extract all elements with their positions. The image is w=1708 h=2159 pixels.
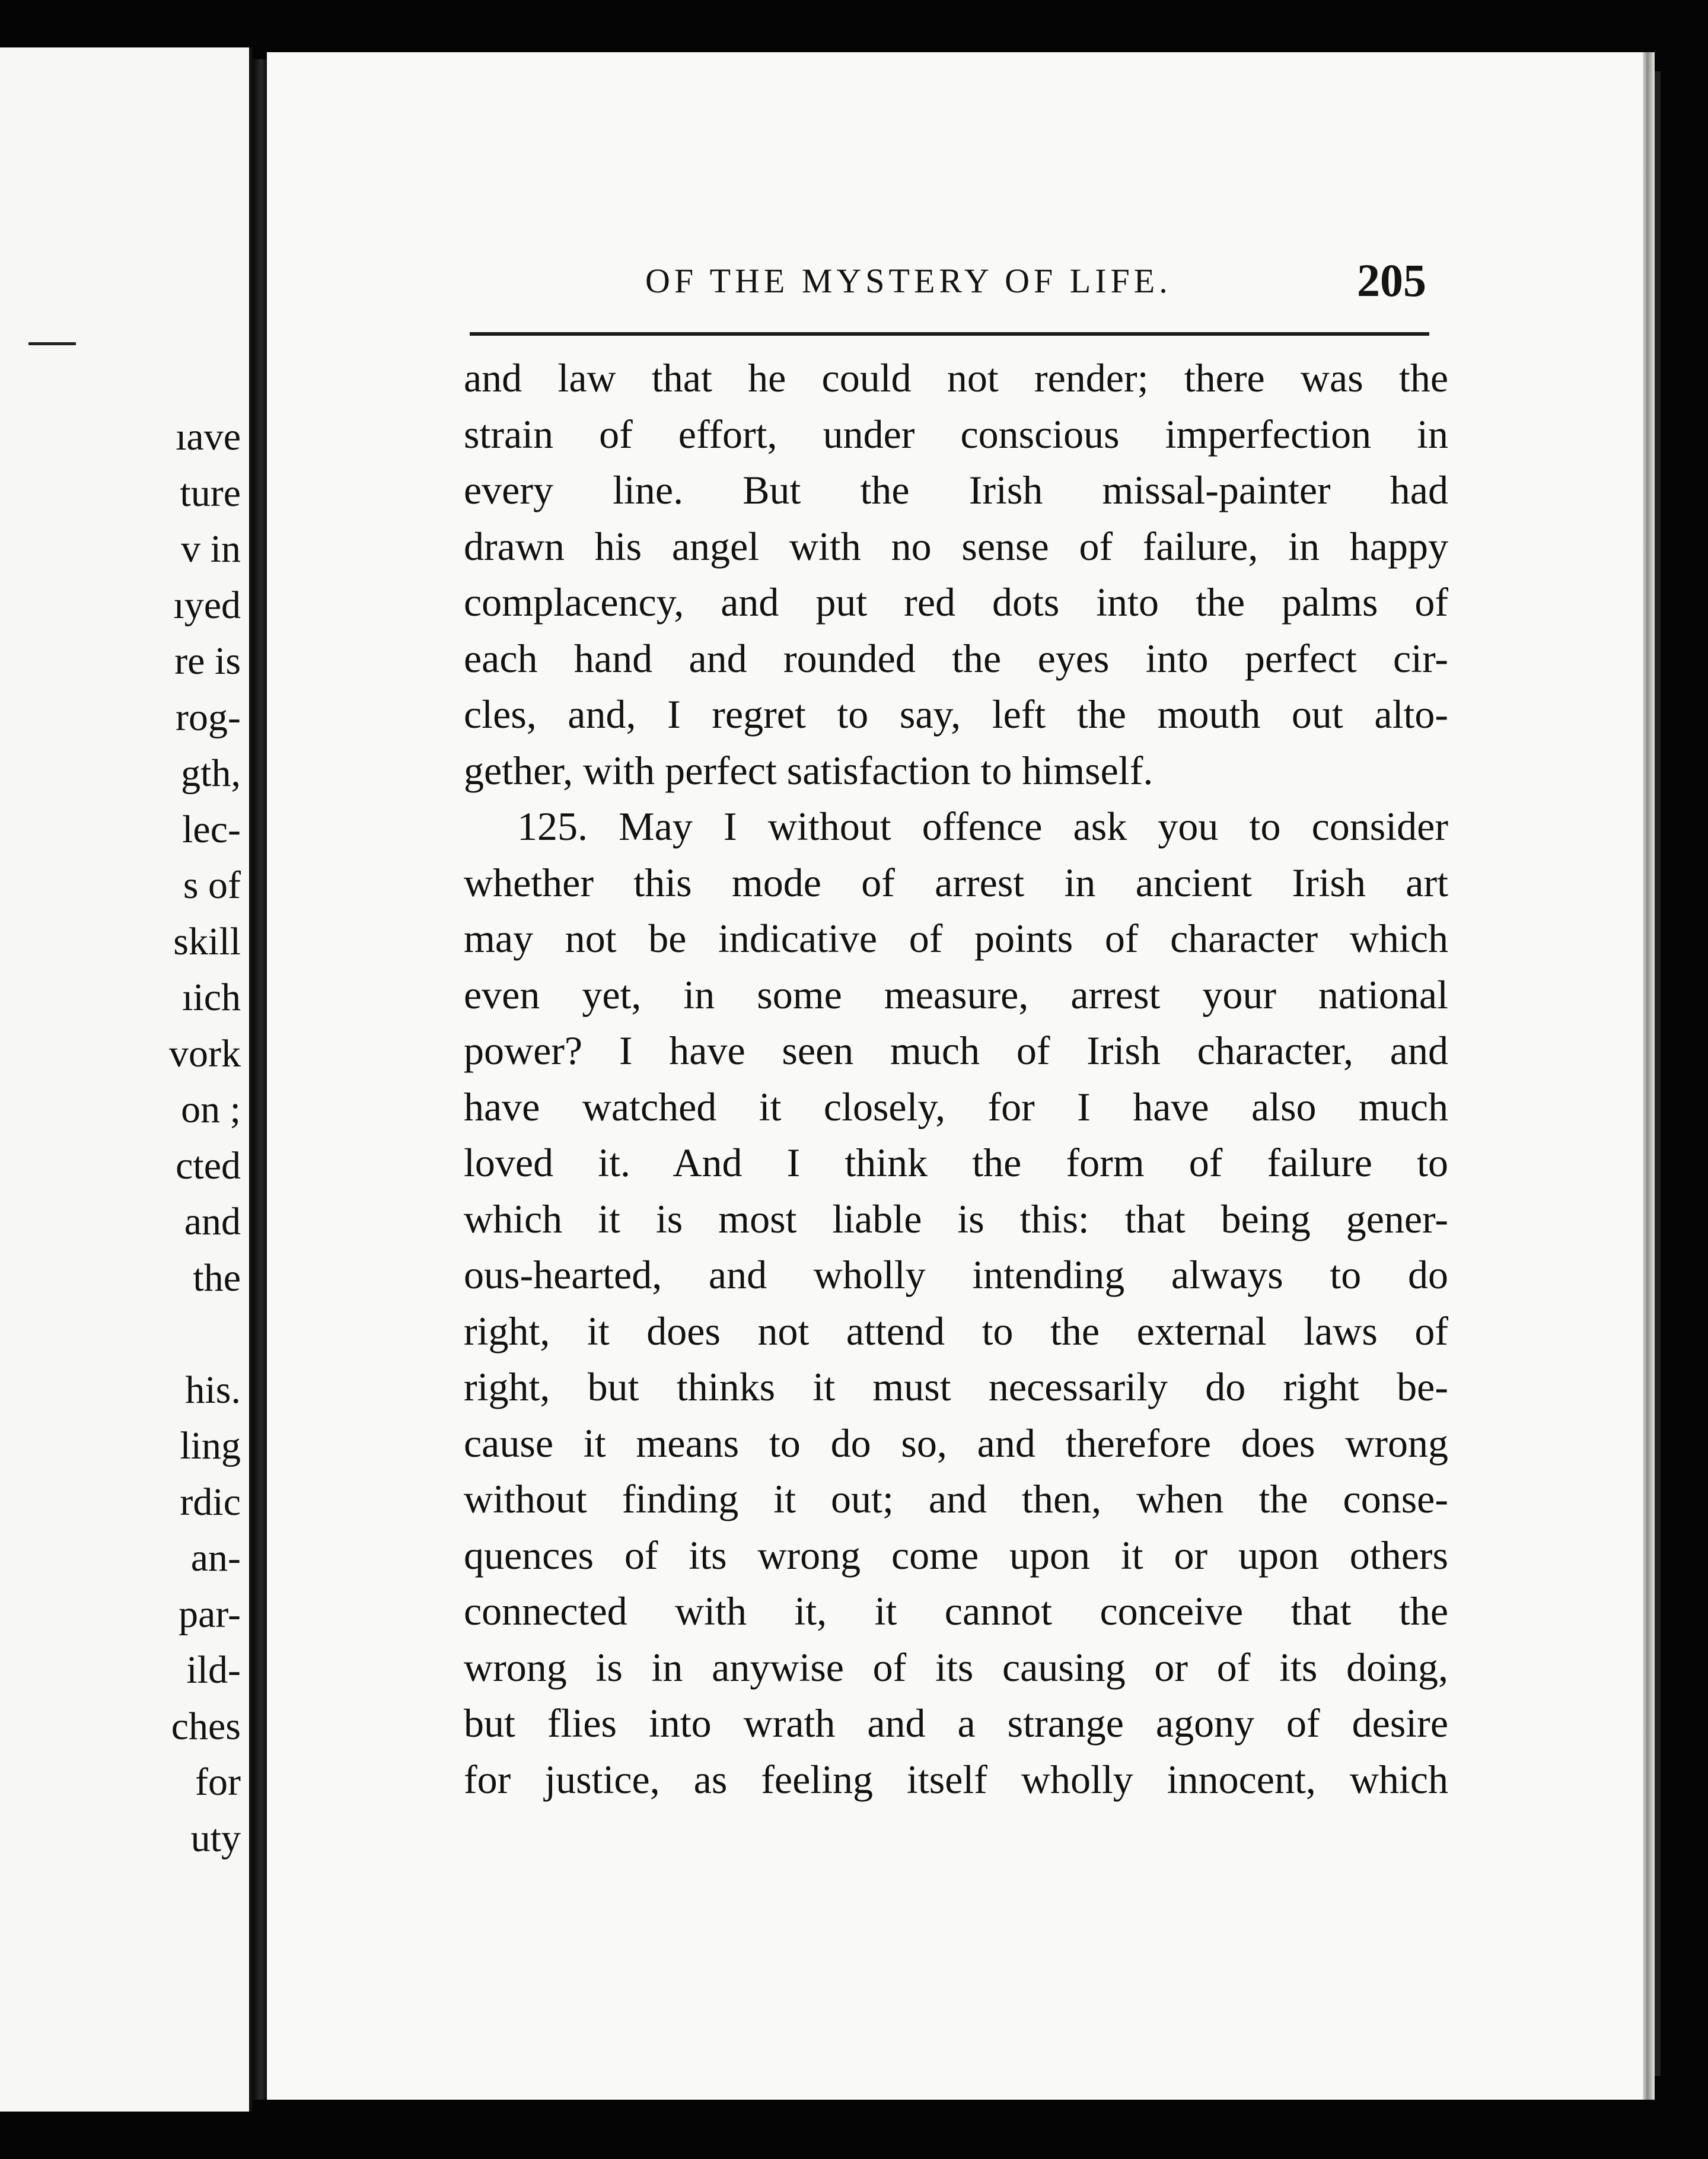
text-line: connected with it, it cannot conceive that the <box>464 1588 1448 1633</box>
text-line: strain of effort, under conscious imperfection in <box>464 411 1448 457</box>
text-line: may not be indicative of points of character which <box>464 916 1448 961</box>
text-line: gether, with perfect satisfaction to himself. <box>464 747 1153 793</box>
text-line: but flies into wrath and a strange agony of desire <box>464 1701 1448 1746</box>
left-page-line: the <box>193 1256 241 1300</box>
page-edge-shadow <box>1655 71 1661 2076</box>
left-page-line: an- <box>190 1536 241 1580</box>
text-line: and law that he could not render; there was the <box>464 355 1448 400</box>
left-page-line: ild- <box>186 1648 241 1692</box>
left-page <box>0 47 253 2112</box>
text-line: complacency, and put red dots into the palms of <box>464 579 1448 625</box>
text-line: cause it means to do so, and therefore does wrong <box>464 1420 1448 1466</box>
left-page-line: s of <box>183 864 241 907</box>
left-page-line: his. <box>185 1368 241 1412</box>
left-page-line: gth, <box>181 751 241 795</box>
text-line: drawn his angel with no sense of failure, in happy <box>464 523 1448 569</box>
left-page-line: ture <box>180 471 241 515</box>
text-line: 125. May I without offence ask you to consider <box>517 804 1448 849</box>
page-number: 205 <box>1357 254 1426 306</box>
text-line: right, but thinks it must necessarily do right be- <box>464 1364 1448 1409</box>
text-line: right, it does not attend to the external laws of <box>464 1308 1448 1354</box>
text-line: loved it. And I think the form of failure to <box>464 1140 1448 1185</box>
left-page-line: re is <box>174 639 241 683</box>
text-line: even yet, in some measure, arrest your national <box>464 972 1448 1017</box>
left-page-line <box>27 1306 241 1362</box>
text-line: cles, and, I regret to say, left the mouth out alto- <box>464 692 1448 737</box>
text-line: have watched it closely, for I have also much <box>464 1084 1448 1129</box>
left-page-line: ling <box>180 1424 241 1467</box>
left-page-line: cted <box>176 1144 241 1187</box>
left-page-line: on ; <box>181 1088 241 1131</box>
left-page-line: rog- <box>176 695 241 739</box>
text-line: for justice, as feeling itself wholly innocent, which <box>464 1756 1448 1802</box>
left-page-line: vork <box>169 1031 241 1075</box>
left-page-line: skill <box>173 919 241 963</box>
left-page-line: ıich <box>182 976 241 1019</box>
left-page-line: and <box>184 1200 241 1243</box>
text-line: without finding it out; and then, when the conse- <box>464 1476 1448 1521</box>
left-page-rule <box>28 342 76 345</box>
body-text <box>464 350 1448 1807</box>
running-head: OF THE MYSTERY OF LIFE. <box>645 262 1172 300</box>
left-page-line: ıyed <box>173 583 241 627</box>
header-rule <box>470 332 1429 336</box>
text-line: whether this mode of arrest in ancient Irish art <box>464 859 1448 905</box>
left-page-text <box>27 409 241 1867</box>
left-page-line: v in <box>181 527 241 571</box>
text-line: which it is most liable is this: that being gener- <box>464 1196 1448 1241</box>
left-page-line: par- <box>179 1592 241 1636</box>
left-page-line: ıave <box>176 415 241 458</box>
left-page-line: rdic <box>180 1480 241 1524</box>
text-line: every line. But the Irish missal-painter had <box>464 467 1448 512</box>
left-page-line: uty <box>190 1816 241 1860</box>
left-page-line: for <box>195 1760 241 1804</box>
text-line: power? I have seen much of Irish character, and <box>464 1028 1448 1073</box>
text-line: quences of its wrong come upon it or upon others <box>464 1532 1448 1578</box>
left-page-line: ches <box>171 1704 241 1748</box>
text-line: ous-hearted, and wholly intending always to do <box>464 1252 1448 1297</box>
left-page-line: lec- <box>182 807 241 851</box>
page-edge <box>1643 52 1655 2100</box>
text-line: wrong is in anywise of its causing or of its doing, <box>464 1644 1448 1690</box>
book-gutter <box>253 59 267 2100</box>
text-line: each hand and rounded the eyes into perfect cir- <box>464 635 1448 681</box>
